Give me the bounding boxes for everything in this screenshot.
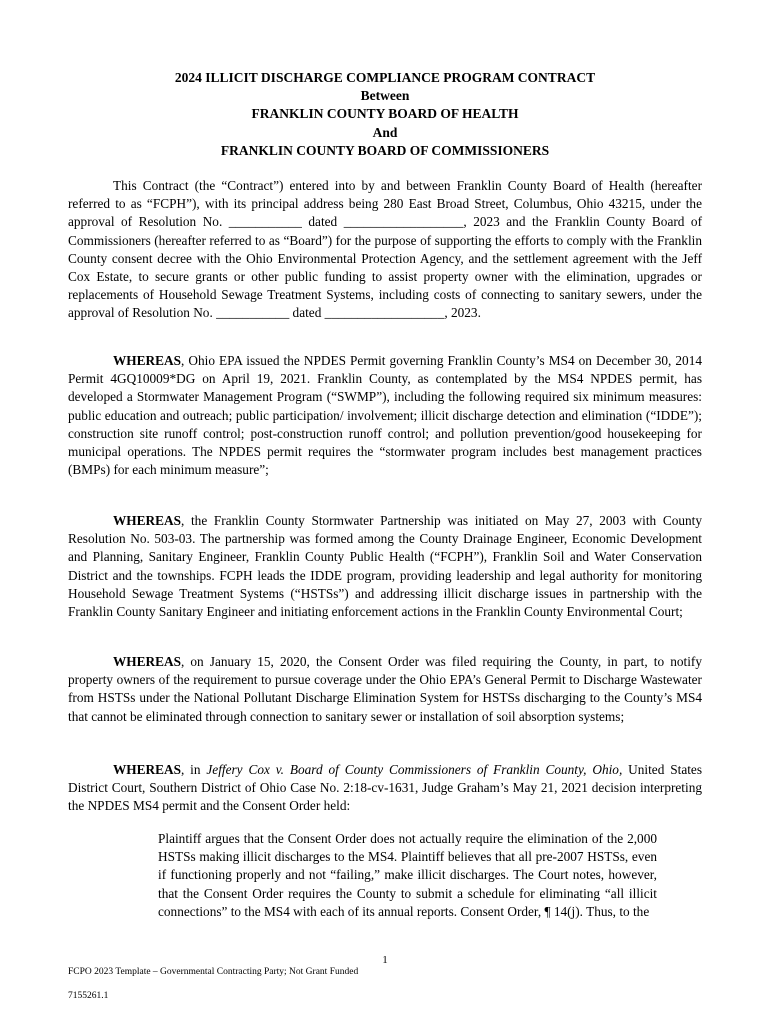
contract-title-block — [0, 69, 770, 160]
whereas-consent-order-text: , on January 15, 2020, the Consent Order was filed requiring the County, in part, to notify property owners of the requirement to pursue coverage under the Ohio EPA’s General Permit to Discharge Wastewater from HSTSs under the National Pollutant Discharge Elimination System for HSTSs discharging to the County’s MS4 that cannot be eliminated through connection to sanitary sewer or installation of soil absorption systems; — [68, 654, 702, 724]
title-and: And — [372, 124, 398, 140]
party-board-of-health: FRANKLIN COUNTY BOARD OF HEALTH — [251, 106, 519, 122]
document-id: 7155261.1 — [68, 991, 109, 1001]
title-between: Between — [360, 88, 410, 104]
case-name: Jeffery Cox v. Board of County Commissioners of Franklin County, Ohio, — [206, 762, 623, 777]
whereas-npdes-text: , Ohio EPA issued the NPDES Permit governing Franklin County’s MS4 on December 30, 2014 Permit 4GQ10009*DG on April 19, 2021. Franklin County, as contemplated by the MS4 NPDES permit, has developed a Stormwater Management Program (“SWMP”), including the following required six minimum measures: public education and outreach; public participation/ involvement; illicit discharge detection and elimination (“IDDE”); construction site runoff control; post-construction runoff control; and pollution prevention/good housekeeping for municipal operations. The NPDES permit requires the “stormwater program includes best management practices (BMPs) for each minimum measure”; — [68, 353, 702, 478]
intro-paragraph — [68, 177, 702, 323]
whereas-label: WHEREAS — [113, 654, 181, 669]
court-quote-block — [158, 830, 657, 921]
page-number: 1 — [382, 954, 388, 966]
whereas-npdes-paragraph — [68, 352, 702, 479]
whereas-consent-order-paragraph — [68, 653, 702, 726]
whereas-court-case-text: United States District Court, Southern District of Ohio Case No. 2:18-cv-1631, Judge Graham’s May 21, 2021 decision interpreting the NPDES MS4 permit and the Consent Order held: — [68, 762, 702, 814]
whereas-partnership-text: , the Franklin County Stormwater Partnership was initiated on May 27, 2003 with County Resolution No. 503-03. The partnership was formed among the County Drainage Engineer, Economic Development and Planning, Sanitary Engineer, Franklin County Public Health (“FCPH”), Franklin Soil and Water Conservation District and the townships. FCPH leads the IDDE program, providing leadership and legal authority for monitoring Household Sewage Treatment Systems (“HSTSs”) and addressing illicit discharge issues in partnership with the Franklin County Sanitary Engineer and initiating enforcement actions in the Franklin County Environmental Court; — [68, 513, 702, 620]
intro-text: This Contract (the “Contract”) entered into by and between Franklin County Board of Health (hereafter referred to as “FCPH”), with its principal address being 280 East Broad Street, Columbus, Ohio 43215, under the approval of Resolution No. ___________ dated __________________, 2023 and the Franklin County Board of Commissioners (hereafter referred to as “Board”) for the purpose of supporting the efforts to comply with the Franklin County consent decree with the Ohio Environmental Protection Agency, and the settlement agreement with the Jeff Cox Estate, to secure grants or other public funding to assist property owner with the elimination, upgrades or replacements of Household Sewage Treatment Systems, including costs of connecting to sanitary sewers, under the approval of Resolution No. ___________ dated __________________, 2023. — [68, 178, 702, 321]
template-footer: FCPO 2023 Template – Governmental Contracting Party; Not Grant Funded — [68, 967, 359, 977]
whereas-label: WHEREAS — [113, 353, 181, 368]
whereas-court-intro: , in — [180, 762, 207, 777]
whereas-partnership-paragraph — [68, 512, 702, 621]
court-quote-text: Plaintiff argues that the Consent Order does not actually require the elimination of the 2,000 HSTSs making illicit discharges to the MS4. Plaintiff believes that all pre-2007 HSTSs, even if functioning properly and not “failing,” make illicit discharges. The Court notes, however, that the Consent Order requires the County to submit a schedule for eliminating “all illicit connections” to the MS4 with each of its annual reports. Consent Order, ¶ 14(j). Thus, to the — [158, 831, 657, 919]
party-board-of-commissioners: FRANKLIN COUNTY BOARD OF COMMISSIONERS — [220, 142, 550, 158]
contract-title: 2024 ILLICIT DISCHARGE COMPLIANCE PROGRAM CONTRACT — [174, 70, 596, 85]
whereas-label: WHEREAS — [113, 762, 181, 777]
whereas-court-case-paragraph — [68, 761, 702, 816]
whereas-label: WHEREAS — [113, 513, 181, 528]
